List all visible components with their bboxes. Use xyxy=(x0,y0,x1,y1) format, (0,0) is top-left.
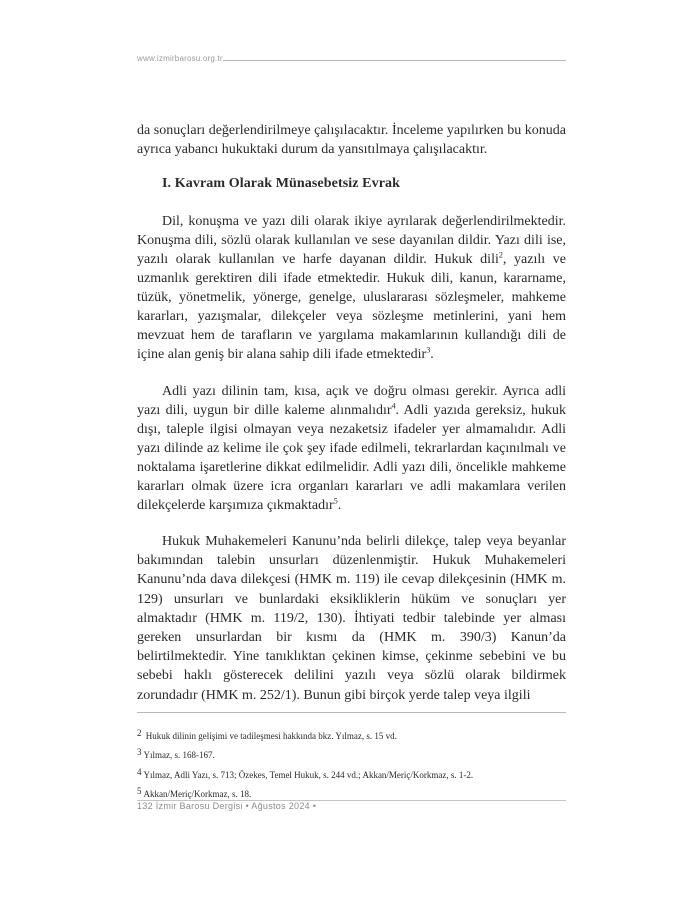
section-heading: I. Kavram Olarak Münasebetsiz Evrak xyxy=(162,176,400,191)
paragraph-legal-writing-text-a: Adli yazı dilinin tam, kısa, açık ve doğru olması gerekir. Ayrıca adli yazı dili, uygun bir dille kaleme alınmalıdır xyxy=(137,384,566,418)
footnote-ref-4: 4 xyxy=(391,401,396,411)
footnote-text: Yılmaz, Adli Yazı, s. 713; Özekes, Temel Hukuk, s. 244 vd.; Akkan/Meriç/Korkmaz, s. 1-2. xyxy=(143,770,474,780)
footnote-text: Akkan/Meriç/Korkmaz, s. 18. xyxy=(143,789,252,799)
paragraph-language xyxy=(137,212,566,364)
footnote-ref-3: 3 xyxy=(426,345,431,355)
paragraph-language-text-b: , yazılı ve uzmanlık gerektiren dili ifade etmektedir. Hukuk dili, kanun, kararname, tüzük, yönetmelik, yönerge, genelge, uluslararası sözleşmeler, mahkeme kararları, yazışmalar, dilekçeler veya sözleşme metinlerini, yani hem mevzuat hem de tarafların ve yargılama makamlarının kullandığı dili de içine alan geniş bir alana sahip dili ifade etmektedir xyxy=(137,252,567,362)
header-divider xyxy=(223,60,566,61)
paragraph-legal-writing-end: . xyxy=(337,498,342,513)
footnote-text: Yılmaz, s. 168-167. xyxy=(143,750,215,760)
footnote-number: 2 xyxy=(137,728,142,738)
paragraph-legal-writing-text-b: . Adli yazıda gereksiz, hukuk dışı, taleple ilgisi olmayan veya nezaketsiz ifadeler yer almamalıdır. Adli yazı dilinde az kelime ile çok şey ifade edilmeli, tekrarlardan kaçınılmalı ve noktalama işaretlerine dikkat edilmelidir. Adli yazı dili, öncelikle mahkeme kararları olmak üzere icra organları kararları ve adli makamlara verilen dilekçelerde karşımıza çıkmaktadır xyxy=(137,403,566,513)
paragraph-language-text-a: Dil, konuşma ve yazı dili olarak ikiye ayrılarak değerlendirilmektedir. Konuşma dili, sözlü olarak kullanılan ve sese dayanılan dildir. Yazı dili ise, yazılı olarak kullanılan ve harfe dayanan dildir. Hukuk dili xyxy=(137,214,566,267)
footnote-number: 3 xyxy=(137,747,142,757)
footnote-4 xyxy=(137,766,566,781)
page-footer xyxy=(137,798,566,812)
paragraph-hmk: Hukuk Muhakemeleri Kanunu’nda belirli dilekçe, talep veya beyanlar bakımından talebin unsurları düzenlenmiştir. Hukuk Muhakemeleri Kanunu’nda dava dilekçesi (HMK m. 119) ile cevap dilekçesinin (HMK m. 129) unsurları ve bunlardaki eksikliklerin hüküm ve sonuçları yer almaktadır (HMK m. 119/2, 130). İhtiyati tedbir talebinde yer alması gereken unsurlardan bir kısmı da (HMK m. 390/3) Kanun’da belirtilmektedir. Yine tanıklıktan çekinen kimse, çekinme sebebini ve bu sebebi haklı gösterecek delilini yazılı veya sözlü olarak bildirmek zorundadır (HMK m. 252/1). Bunun gibi birçok yerde talep veya ilgili xyxy=(137,534,566,703)
footnote-number: 5 xyxy=(137,786,142,796)
footnote-number: 4 xyxy=(137,767,142,777)
footnote-divider xyxy=(137,712,566,713)
paragraph-intro: da sonuçları değerlendirilmeye çalışılacaktır. İnceleme yapılırken bu konuda ayrıca yabancı hukuktaki durum da yansıtılmaya çalışılacaktır. xyxy=(137,123,566,157)
paragraph-legal-writing xyxy=(137,382,566,515)
footnote-2 xyxy=(137,727,566,742)
footnote-ref-2: 2 xyxy=(498,250,503,260)
footnote-text: Hukuk dilinin gelişimi ve tadileşmesi hakkında bkz. Yılmaz, s. 15 vd. xyxy=(145,731,397,741)
header-url: www.izmirbarosu.org.tr xyxy=(137,54,223,63)
paragraph-language-end: . xyxy=(430,347,434,362)
footnote-3 xyxy=(137,746,566,761)
footnote-ref-5: 5 xyxy=(333,496,338,506)
footer-text: 132 İzmir Barosu Dergisi • Ağustos 2024 • xyxy=(137,801,320,811)
